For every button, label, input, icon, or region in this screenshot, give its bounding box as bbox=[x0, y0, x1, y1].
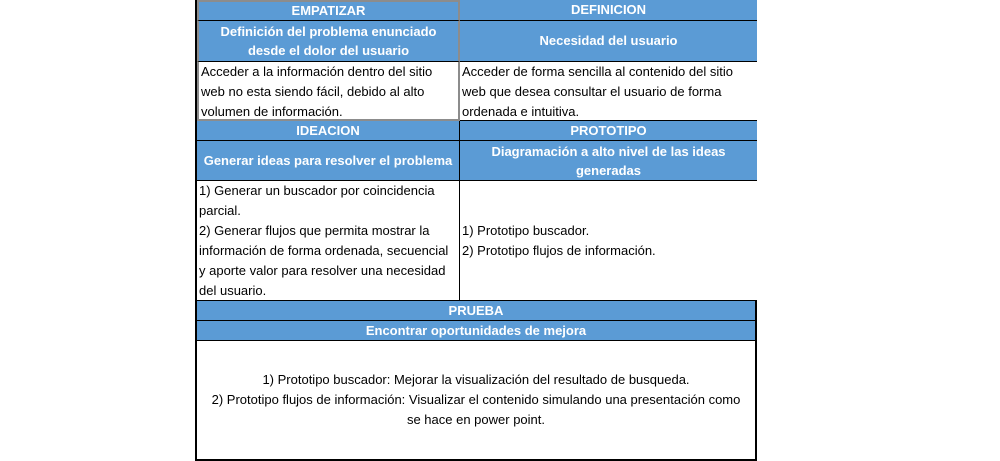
row-prueba-body bbox=[197, 341, 755, 459]
row-prueba-title bbox=[197, 301, 755, 321]
prototipo-title: PROTOTIPO bbox=[460, 121, 757, 141]
ideacion-item-1: 1) Generar un buscador por coincidencia parcial. bbox=[199, 183, 435, 218]
prueba-item-2: 2) Prototipo flujos de información: Visualizar el contenido simulando una presentación como se hace en power point. bbox=[211, 392, 741, 427]
prueba-body bbox=[197, 341, 755, 459]
row-titles-2 bbox=[197, 121, 755, 141]
row-bodies-1 bbox=[197, 62, 755, 121]
definicion-subtitle: Necesidad del usuario bbox=[460, 21, 757, 62]
row-bodies-2 bbox=[197, 181, 755, 301]
prueba-title: PRUEBA bbox=[197, 301, 755, 321]
prototipo-item-1: 1) Prototipo buscador. bbox=[462, 222, 590, 238]
empatizar-body: Acceder a la información dentro del sitio web no esta siendo fácil, debido al alto volumen de información. bbox=[197, 62, 460, 121]
prueba-item-1: 1) Prototipo buscador: Mejorar la visualización del resultado de busqueda. bbox=[262, 372, 690, 387]
definicion-title: DEFINICION bbox=[460, 0, 757, 21]
row-prueba-subtitle bbox=[197, 321, 755, 341]
prototipo-body bbox=[460, 181, 757, 301]
prototipo-subtitle: Diagramación a alto nivel de las ideas generadas bbox=[460, 141, 757, 181]
prueba-subtitle: Encontrar oportunidades de mejora bbox=[197, 321, 755, 341]
row-subtitles-2 bbox=[197, 141, 755, 181]
ideacion-item-2: 2) Generar flujos que permita mostrar la información de forma ordenada, secuencial y aporte valor para resolver una necesidad del usuario. bbox=[199, 223, 449, 298]
ideacion-subtitle: Generar ideas para resolver el problema bbox=[197, 141, 460, 181]
prototipo-item-2: 2) Prototipo flujos de información. bbox=[462, 242, 656, 258]
definicion-body: Acceder de forma sencilla al contenido del sitio web que desea consultar el usuario de forma ordenada e intuitiva. bbox=[460, 62, 757, 121]
empatizar-title: EMPATIZAR bbox=[197, 0, 460, 21]
ideacion-body bbox=[197, 181, 460, 301]
ideacion-title: IDEACION bbox=[197, 121, 460, 141]
row-subtitles-1 bbox=[197, 21, 755, 62]
design-thinking-table bbox=[195, 0, 757, 461]
row-titles-1 bbox=[197, 0, 755, 21]
empatizar-subtitle: Definición del problema enunciado desde el dolor del usuario bbox=[197, 21, 460, 62]
